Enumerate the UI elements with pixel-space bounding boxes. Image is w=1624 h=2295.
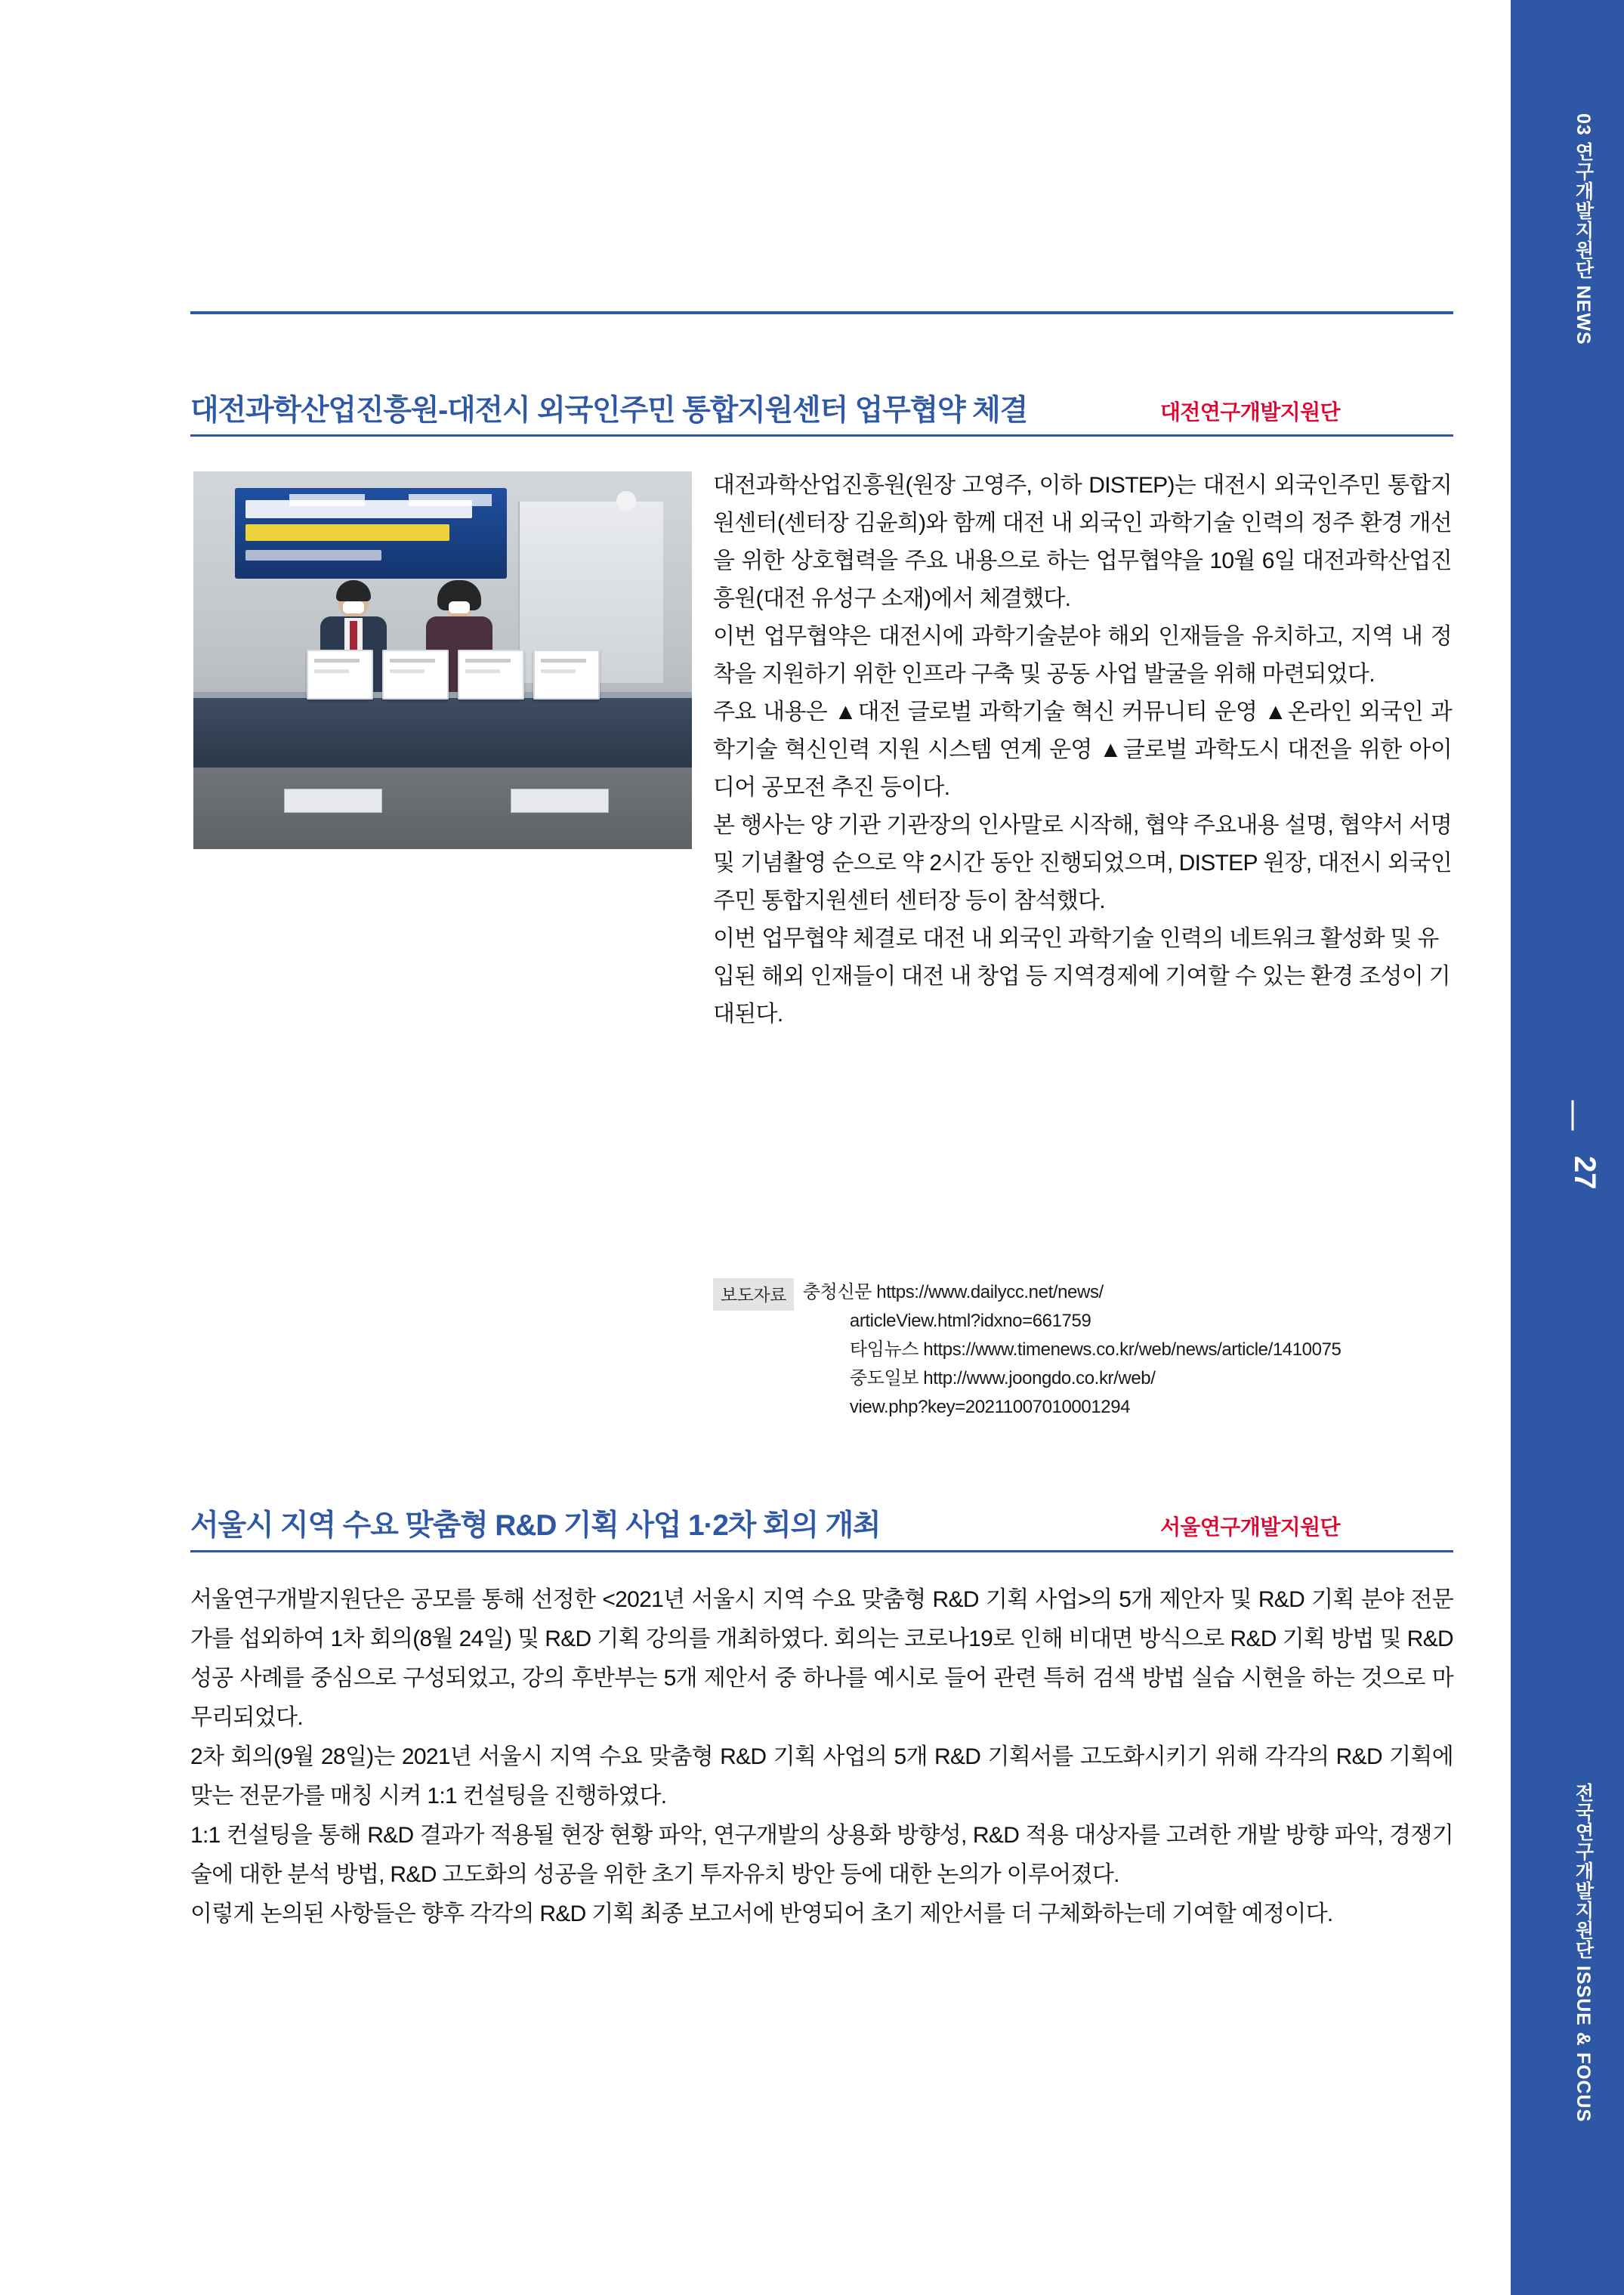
article1-paragraph: 이번 업무협약은 대전시에 과학기술분야 해외 인재들을 유치하고, 지역 내 정착을 지원하기 위한 인프라 구축 및 공동 사업 발굴을 위해 마련되었다. xyxy=(713,624,1452,687)
side-section-label-bottom: 전국연구개발지원단 ISSUE & FOCUS xyxy=(1573,1783,1594,2123)
article2-paragraph: 서울연구개발지원단은 공모를 통해 선정한 <2021년 서울시 지역 수요 맞춤형 R&D 기획 사업>의 5개 제안자 및 R&D 기획 분야 전문가를 섭외하여 1차 회의(8월 24일) 및 R&D 기획 강의를 개최하였다. 회의는 코로나19로 인해 비대면 방식으로 R&D 기획 방법 및 R&D 성공 사례를 중심으로 구성되었고, 강의 후반부는 5개 제안서 중 하나를 예시로 들어 관련 특허 검색 방법 실습 시현을 하는 것으로 마무리되었다. xyxy=(190,1587,1453,1730)
article2-title: 서울시 지역 수요 맞춤형 R&D 기획 사업 1·2차 회의 개최 xyxy=(190,1509,881,1542)
photo-backdrop-banner xyxy=(235,488,507,579)
article1-sources xyxy=(713,1278,1452,1422)
article2-paragraph: 2차 회의(9월 28일)는 2021년 서울시 지역 수요 맞춤형 R&D 기획 사업의 5개 R&D 기획서를 고도화시키기 위해 각각의 R&D 기획에 맞는 전문가를 매칭 시켜 1:1 컨설팅을 진행하였다. xyxy=(190,1744,1453,1809)
source-list xyxy=(803,1278,1341,1422)
photo-agreement-folder xyxy=(533,650,600,700)
article1-title: 대전과학산업진흥원-대전시 외국인주민 통합지원센터 업무협약 체결 xyxy=(190,394,1028,427)
article1-photo xyxy=(193,471,692,849)
source-line: 충청신문 https://www.dailycc.net/news/ xyxy=(802,1282,1104,1302)
article1-body xyxy=(713,467,1452,1033)
article1-paragraph: 이번 업무협약 체결로 대전 내 외국인 과학기술 인력의 네트워크 활성화 및 유입된 해외 인재들이 대전 내 창업 등 지역경제에 기여할 수 있는 환경 조성이 기대된다. xyxy=(713,926,1450,1027)
photo-agreement-folder xyxy=(458,650,524,700)
article2-paragraph: 1:1 컨설팅을 통해 R&D 결과가 적용될 현장 현황 파악, 연구개발의 상용화 방향성, R&D 적용 대상자를 고려한 개발 방향 파악, 경쟁기술에 대한 분석 방법, R&D 고도화의 성공을 위한 초기 투자유치 방안 등에 대한 논의가 이루어졌다. xyxy=(190,1823,1453,1887)
article1-paragraph: 대전과학산업진흥원(원장 고영주, 이하 DISTEP)는 대전시 외국인주민 통합지원센터(센터장 김윤희)와 함께 대전 내 외국인 과학기술 인력의 정주 환경 개선을 위한 상호협력을 주요 내용으로 하는 업무협약을 10월 6일 대전과학산업진흥원(대전 유성구 소재)에서 체결했다. xyxy=(713,473,1452,611)
page-number: 27 xyxy=(1568,1156,1601,1190)
photo-nameplate xyxy=(511,789,609,813)
source-line: articleView.html?idxno=661759 xyxy=(849,1311,1091,1331)
top-divider xyxy=(190,311,1453,314)
photo-banner-line-1 xyxy=(245,500,472,518)
article1-paragraph: 본 행사는 양 기관 기관장의 인사말로 시작해, 협약 주요내용 설명, 협약서 서명 및 기념촬영 순으로 약 2시간 동안 진행되었으며, DISTEP 원장, 대전시 외국인주민 통합지원센터 센터장 등이 참석했다. xyxy=(713,813,1452,913)
article2-organization: 서울연구개발지원단 xyxy=(1159,1515,1340,1539)
article1-organization: 대전연구개발지원단 xyxy=(1159,400,1340,424)
source-badge: 보도자료 xyxy=(713,1278,794,1311)
source-line: 중도일보 http://www.joongdo.co.kr/web/ xyxy=(849,1368,1156,1388)
photo-banner-line-3 xyxy=(245,550,381,561)
photo-table xyxy=(193,698,692,768)
article2-paragraph: 이렇게 논의된 사항들은 향후 각각의 R&D 기획 최종 보고서에 반영되어 초기 제안서를 더 구체화하는데 기여할 예정이다. xyxy=(190,1901,1333,1926)
photo-ceiling-light xyxy=(616,491,636,511)
photo-agreement-folder xyxy=(307,650,373,700)
article1-paragraph: 주요 내용은 ▲대전 글로벌 과학기술 혁신 커뮤니티 운영 ▲온라인 외국인 과학기술 혁신인력 지원 시스템 연계 운영 ▲글로벌 과학도시 대전을 위한 아이디어 공모전 추진 등이다. xyxy=(713,700,1452,800)
source-line: 타임뉴스 https://www.timenews.co.kr/web/news/article/1410075 xyxy=(849,1339,1341,1360)
source-line: view.php?key=20211007010001294 xyxy=(849,1397,1131,1417)
article1-title-underline xyxy=(190,434,1453,437)
article2-body xyxy=(190,1580,1453,1934)
photo-agreement-folder xyxy=(382,650,449,700)
photo-nameplate xyxy=(284,789,382,813)
side-section-label-top: 03 연구개발지원단 NEWS xyxy=(1573,113,1594,345)
side-bar xyxy=(1511,0,1624,2295)
photo-banner-line-2 xyxy=(245,524,449,541)
side-page-rule xyxy=(1572,1101,1574,1131)
article2-title-underline xyxy=(190,1550,1453,1552)
